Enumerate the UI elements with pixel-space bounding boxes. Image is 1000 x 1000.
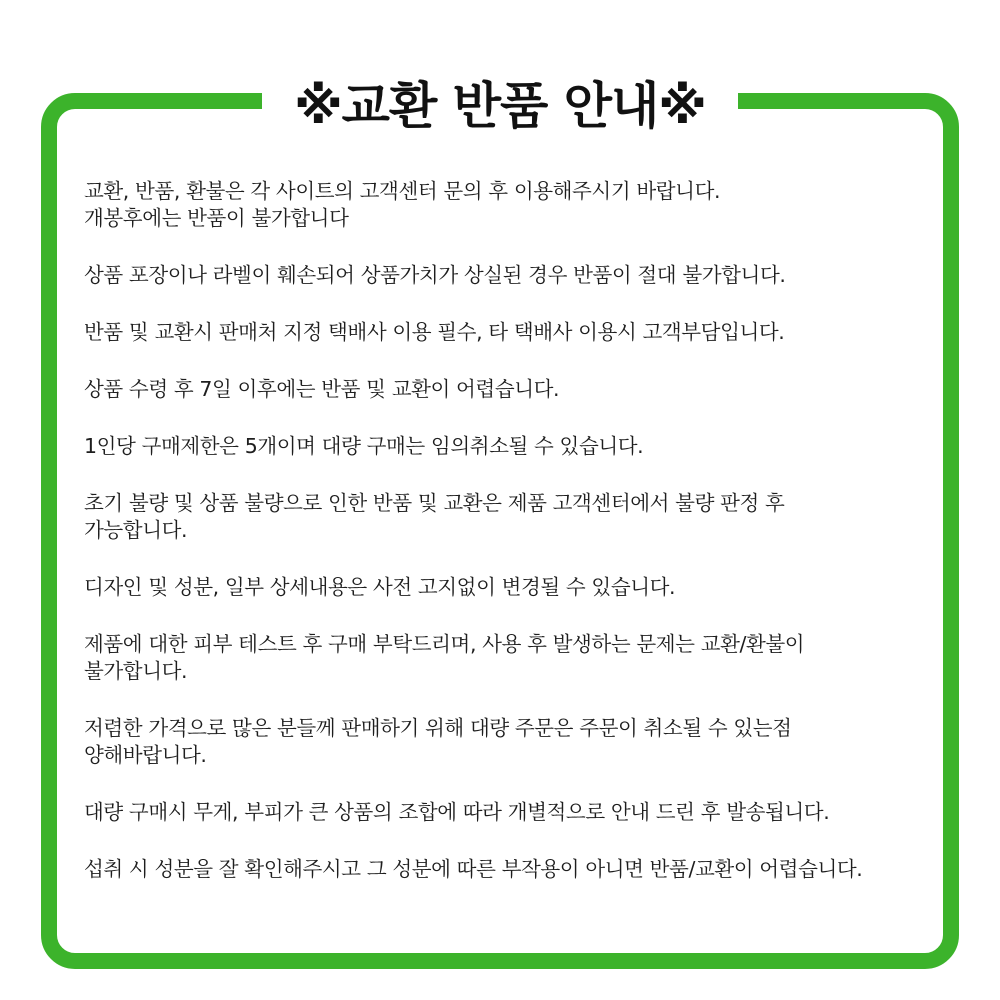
notice-paragraph — [84, 856, 944, 883]
paragraph-line: 불가합니다. — [84, 659, 188, 683]
paragraph-line: 가능합니다. — [84, 518, 188, 542]
notice-paragraph — [84, 178, 944, 232]
paragraph-line: 저렴한 가격으로 많은 분들께 판매하기 위해 대량 주문은 주문이 취소될 수 있는점 — [84, 716, 792, 740]
notice-paragraph — [84, 574, 944, 601]
paragraph-line: 개봉후에는 반품이 불가합니다 — [84, 206, 349, 230]
title-container — [262, 58, 738, 146]
paragraph-line: 디자인 및 성분, 일부 상세내용은 사전 고지없이 변경될 수 있습니다. — [84, 575, 676, 599]
paragraph-line: 1인당 구매제한은 5개이며 대량 구매는 임의취소될 수 있습니다. — [84, 434, 644, 458]
notice-paragraph — [84, 715, 944, 769]
paragraph-line: 상품 포장이나 라벨이 훼손되어 상품가치가 상실된 경우 반품이 절대 불가합니다. — [84, 263, 786, 287]
notice-paragraph — [84, 319, 944, 346]
notice-paragraph — [84, 490, 944, 544]
notice-paragraph — [84, 376, 944, 403]
notice-paragraph — [84, 262, 944, 289]
paragraph-line: 교환, 반품, 환불은 각 사이트의 고객센터 문의 후 이용해주시기 바랍니다. — [84, 179, 721, 203]
paragraph-line: 상품 수령 후 7일 이후에는 반품 및 교환이 어렵습니다. — [84, 377, 560, 401]
paragraph-line: 대량 구매시 무게, 부피가 큰 상품의 조합에 따라 개별적으로 안내 드린 후 발송됩니다. — [84, 800, 830, 824]
notice-paragraph — [84, 631, 944, 685]
paragraph-line: 섭취 시 성분을 잘 확인해주시고 그 성분에 따른 부작용이 아니면 반품/교환이 어렵습니다. — [84, 857, 863, 881]
notice-paragraph — [84, 799, 944, 826]
page-title: ※교환 반품 안내※ — [294, 77, 706, 135]
paragraph-line: 초기 불량 및 상품 불량으로 인한 반품 및 교환은 제품 고객센터에서 불량 판정 후 — [84, 491, 785, 515]
notice-content — [84, 178, 944, 883]
paragraph-line: 반품 및 교환시 판매처 지정 택배사 이용 필수, 타 택배사 이용시 고객부담입니다. — [84, 320, 785, 344]
notice-paragraph — [84, 433, 944, 460]
paragraph-line: 양해바랍니다. — [84, 743, 207, 767]
paragraph-line: 제품에 대한 피부 테스트 후 구매 부탁드리며, 사용 후 발생하는 문제는 교환/환불이 — [84, 632, 805, 656]
